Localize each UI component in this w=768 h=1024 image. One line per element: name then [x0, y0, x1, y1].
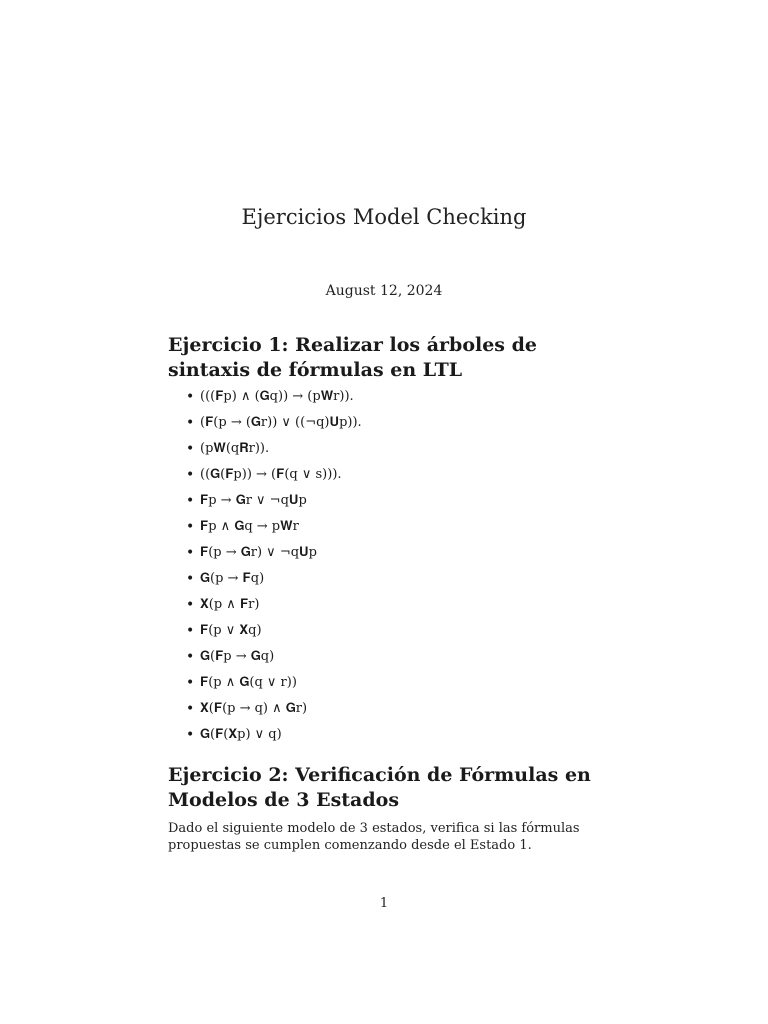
ltl-formula: 𝐆(𝐅p → 𝐆q) — [200, 649, 275, 664]
document-date: August 12, 2024 — [325, 283, 443, 299]
section-2-paragraph: Dado el siguiente modelo de 3 estados, verifica si las fórmulas propuestas se cumplen comenzando desde el Estado 1. — [168, 821, 580, 853]
ltl-formula: 𝐅(p ∧ 𝐆(q ∨ r)) — [200, 675, 297, 690]
list-item — [186, 620, 606, 646]
list-item — [186, 464, 606, 490]
page-number: 1 — [379, 896, 389, 911]
ltl-formula: (p𝐖(q𝐑r)). — [200, 441, 270, 456]
ltl-formula: 𝐅p → 𝐆r ∨ ¬q𝐔p — [200, 493, 307, 508]
ltl-formula: ((𝐆(𝐅p)) → (𝐅(q ∨ s))). — [200, 467, 342, 482]
ltl-formula: 𝐗(p ∧ 𝐅r) — [200, 597, 260, 612]
ltl-formula: 𝐆(p → 𝐅q) — [200, 571, 265, 586]
list-item — [186, 542, 606, 568]
list-item — [186, 698, 606, 724]
list-item — [186, 438, 606, 464]
list-item — [186, 594, 606, 620]
ltl-formula: 𝐅p ∧ 𝐆q → p𝐖r — [200, 519, 299, 534]
list-item — [186, 490, 606, 516]
ltl-formula: (((𝐅p) ∧ (𝐆q)) → (p𝐖r)). — [200, 389, 354, 404]
ltl-formula: 𝐅(p → 𝐆r) ∨ ¬q𝐔p — [200, 545, 317, 560]
list-item — [186, 646, 606, 672]
section-1-heading: Ejercicio 1: Realizar los árboles de sintaxis de fórmulas en LTL — [168, 334, 537, 381]
ltl-formula: 𝐗(𝐅(p → q) ∧ 𝐆r) — [200, 701, 308, 716]
list-item — [186, 724, 606, 750]
ltl-formula: 𝐆(𝐅(𝐗p) ∨ q) — [200, 727, 282, 742]
ltl-formula: (𝐅(p → (𝐆r)) ∨ ((¬q)𝐔p)). — [200, 415, 362, 430]
document-title: Ejercicios Model Checking — [241, 205, 527, 229]
list-item — [186, 386, 606, 412]
ltl-formula: 𝐅(p ∨ 𝐗q) — [200, 623, 262, 638]
list-item — [186, 412, 606, 438]
list-item — [186, 568, 606, 594]
formula-list — [186, 386, 606, 750]
list-item — [186, 672, 606, 698]
list-item — [186, 516, 606, 542]
section-2-heading: Ejercicio 2: Verificación de Fórmulas en Modelos de 3 Estados — [168, 764, 591, 811]
